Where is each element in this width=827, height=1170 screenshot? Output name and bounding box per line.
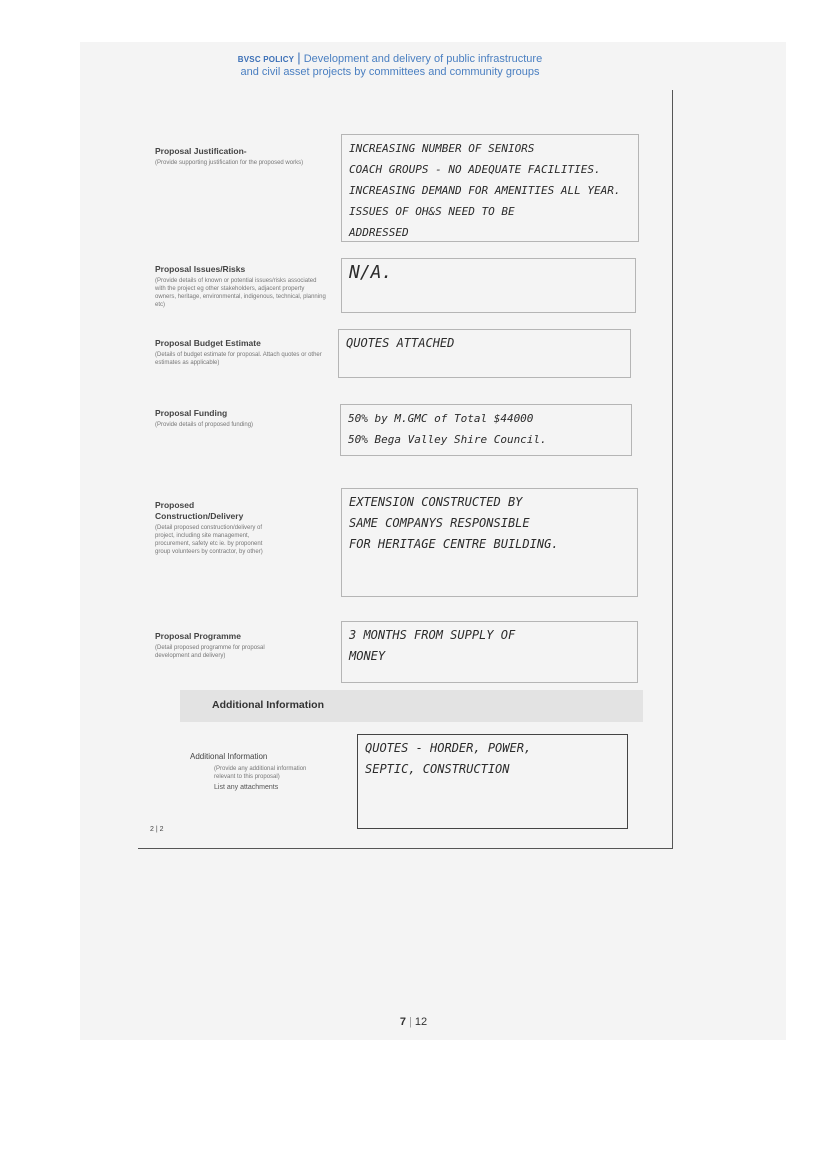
funding-label (155, 408, 327, 429)
justification-desc: (Provide supporting justification for the proposed works) (155, 160, 304, 166)
programme-label (155, 631, 327, 660)
justification-title: Proposal Justification- (155, 146, 247, 156)
additional-title: Additional Information (190, 752, 268, 761)
page-number (0, 1016, 827, 1028)
construction-desc: (Detail proposed construction/delivery of project, including site management, procurement, safety etc ie. by proponent group volunteers by contractor, by other) (155, 525, 263, 555)
issues-label (155, 264, 327, 309)
additional-info-heading: Additional Information (212, 699, 324, 711)
funding-title: Proposal Funding (155, 408, 228, 418)
additional-list: List any attachments (214, 784, 279, 791)
budget-field[interactable]: QUOTES ATTACHED (338, 329, 631, 378)
page-separator: | (409, 1016, 412, 1028)
budget-desc: (Details of budget estimate for proposal. Attach quotes or other estimates as applicable) (155, 352, 322, 366)
issues-field[interactable]: N/A. (341, 258, 636, 313)
form-border-bottom (138, 848, 673, 849)
header-line-1: Development and delivery of public infrastructure (303, 53, 543, 65)
funding-desc: (Provide details of proposed funding) (155, 422, 254, 428)
additional-info-banner (180, 690, 643, 722)
additional-field[interactable]: QUOTES - HORDER, POWER, SEPTIC, CONSTRUCTION (357, 734, 628, 829)
programme-desc: (Detail proposed programme for proposal development and delivery) (155, 645, 265, 659)
justification-field[interactable]: INCREASING NUMBER OF SENIORS COACH GROUPS - NO ADEQUATE FACILITIES. INCREASING DEMAND FOR AMENITIES ALL YEAR. ISSUES OF OH&S NEED TO BE ADDRESSED (341, 134, 639, 242)
page-total: 12 (414, 1016, 428, 1028)
form-border-right (672, 90, 673, 848)
additional-desc: (Provide any additional information relevant to this proposal) (214, 766, 307, 780)
budget-label (155, 338, 327, 367)
policy-header (80, 50, 700, 78)
header-line-2: and civil asset projects by committees and community groups (240, 66, 540, 78)
header-separator: | (297, 50, 301, 65)
inner-page-number: 2 | 2 (150, 826, 164, 833)
programme-field[interactable]: 3 MONTHS FROM SUPPLY OF MONEY (341, 621, 638, 683)
funding-field[interactable]: 50% by M.GMC of Total $44000 50% Bega Valley Shire Council. (340, 404, 632, 456)
construction-field[interactable]: EXTENSION CONSTRUCTED BY SAME COMPANYS RESPONSIBLE FOR HERITAGE CENTRE BUILDING. (341, 488, 638, 597)
issues-desc: (Provide details of known or potential issues/risks associated with the project eg other stakeholders, adjacent property owners, heritage, environmental, indigenous, technical, planning etc) (155, 278, 326, 308)
justification-label (155, 146, 327, 167)
issues-title: Proposal Issues/Risks (155, 264, 246, 274)
additional-label (190, 752, 340, 791)
budget-title: Proposal Budget Estimate (155, 338, 261, 348)
construction-label (155, 500, 327, 556)
policy-brand: BVSC POLICY (237, 55, 295, 64)
programme-title: Proposal Programme (155, 631, 241, 641)
construction-title: Proposed Construction/Delivery (155, 500, 244, 521)
page-current: 7 (399, 1016, 406, 1028)
